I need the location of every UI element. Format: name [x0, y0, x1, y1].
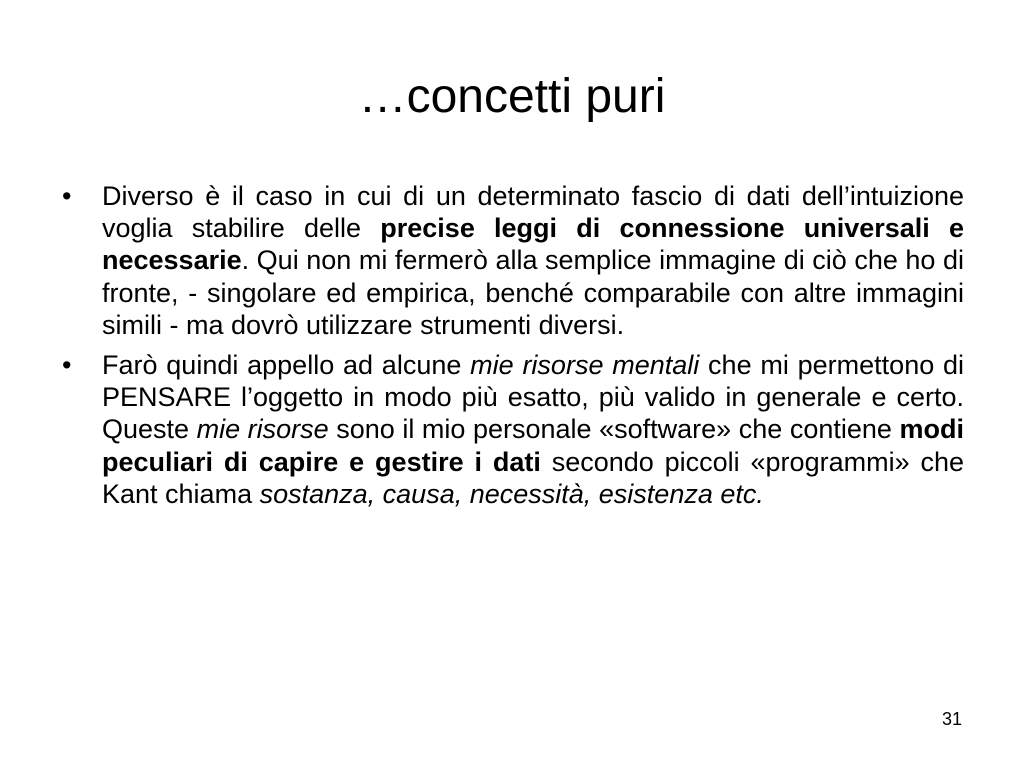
slide-title: …concetti puri — [358, 70, 666, 123]
bullet-list — [62, 180, 964, 518]
bold-emphasis: precise leggi di connessione universali e necessarie — [102, 213, 964, 276]
bullet-icon: • — [62, 181, 72, 211]
bold-emphasis: modi peculiari di capire e gestire i dati — [102, 414, 964, 477]
bullet-icon: • — [62, 350, 72, 381]
italic-emphasis: sostanza, causa, necessità, esistenza etc. — [259, 478, 764, 509]
text-segment: Farò quindi appello ad alcune — [102, 350, 471, 381]
text-segment: secondo piccoli «programmi» che Kant chiama — [102, 446, 964, 509]
text-segment: sono il mio personale «software» che contiene — [328, 414, 900, 445]
italic-emphasis: mie risorse mentali — [470, 350, 700, 381]
bullet-text — [102, 181, 964, 340]
text-segment: che mi permettono di PENSARE l’oggetto in modo più esatto, più valido in generale e certo. Queste — [102, 350, 965, 445]
text-segment: Diverso è il caso in cui di un determinato fascio di dati dell’intuizione voglia stabilire delle — [102, 181, 964, 244]
bullet-item — [62, 349, 964, 510]
italic-emphasis: mie risorse — [196, 414, 329, 445]
text-segment: . Qui non mi fermerò alla semplice immagine di ciò che ho di fronte, - singolare ed empirica, benché comparabile con altre immagini simili - ma dovrò utilizzare strumenti diversi. — [102, 245, 964, 340]
bullet-item — [62, 180, 964, 341]
bullet-text — [102, 350, 964, 509]
page-number: 31 — [941, 709, 962, 729]
